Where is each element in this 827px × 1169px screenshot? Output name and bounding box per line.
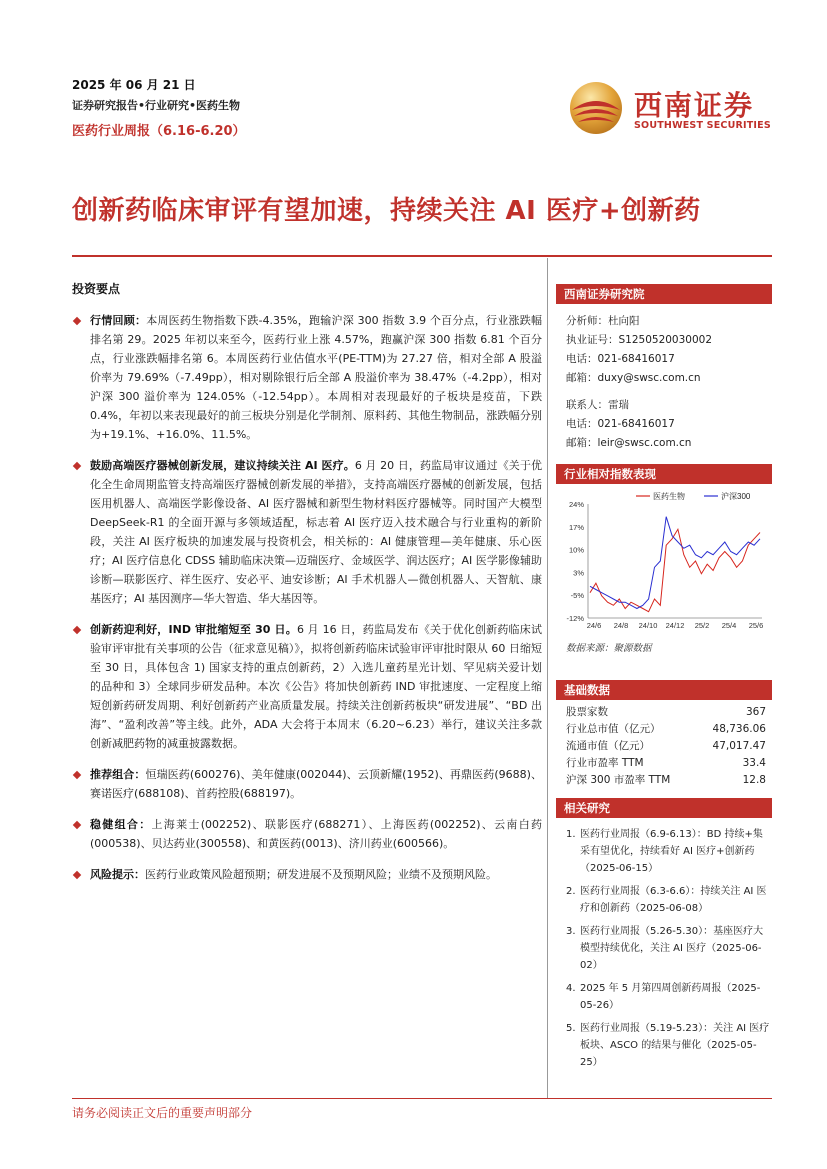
related-num: 2.: [566, 886, 576, 897]
analyst-cert: 执业证号：S1250520030002: [566, 334, 713, 346]
chart-series-line-1: [590, 529, 760, 611]
chart-x-tick-label: 24/12: [665, 621, 685, 630]
related-research-box: [556, 798, 772, 1077]
paragraph-text: 上海莱士(002252)、联影医疗(688271）、上海医药(002252)、云南白药(000538)、贝达药业(300558)、和黄医药(0013)、济川药业(600566)。: [90, 818, 542, 850]
chart-x-tick-label: 25/6: [748, 621, 764, 630]
paragraph-head: 推荐组合：: [90, 768, 146, 781]
chart-x-tick-label: 25/4: [721, 621, 737, 630]
basic-data-title: 基础数据: [556, 680, 772, 700]
contact-email[interactable]: 邮箱：leir@swsc.com.cn: [566, 437, 692, 449]
chart-y-tick-label: 17%: [568, 522, 584, 532]
analyst-email[interactable]: 邮箱：duxy@swsc.com.cn: [566, 372, 701, 384]
basic-data-box: [556, 680, 772, 789]
paragraph-stable-portfolio: [72, 815, 542, 853]
bullet-icon: [73, 462, 81, 470]
basic-row: [556, 704, 772, 721]
chart-x-tick-label: 24/8: [613, 621, 629, 630]
logo-en-text: SOUTHWEST SECURITIES: [634, 120, 771, 131]
chart-source: 数据来源：聚源数据: [566, 643, 652, 654]
related-num: 3.: [566, 926, 576, 937]
related-text: 医药行业周报（6.9-6.13）：BD 持续+集采有望优化，持续看好 AI 医疗+创新药（2025-06-15）: [580, 829, 763, 874]
related-text: 2025 年 5 月第四周创新药周报（2025-05-26）: [580, 983, 761, 1011]
basic-value: 47,017.47: [712, 740, 766, 752]
paragraph-text: 6 月 16 日，药监局发布《关于优化创新药临床试验审评审批有关事项的公告（征求意见稿）》，拟将创新药临床试验审评审批时限从 60 日缩短至 30 日，具体包含 1) 国家支持的重点创新药，2）入选儿童药星光计划、罕见病关爱计划的品种和 3）全球同步研发品种。本次《公告》将加快创新药 IND 审批速度、一定程度上缩短创新药研发周期、利好创新药产业高质量发展。持续关注创新药板块“研发进展”、“BD 出海”、“盈利改善”等主线。此外，ADA 大会将于本周末（6.20~6.23）举行，建议关注多款创新减肥药物的减重披露数据。: [90, 623, 542, 750]
footer-divider: [72, 1098, 772, 1099]
paragraph-head: 风险提示：: [90, 868, 145, 881]
paragraph-text: 本周医药生物指数下跌-4.35%，跑输沪深 300 指数 3.9 个百分点，行业涨跌幅排名第 29。2025 年初以来至今，医药行业上涨 4.57%，跑赢沪深 300 指数 6.81 个百分点，行业涨跌幅排名第 6。本周医药行业估值水平(PE-TTM)为 27.27 倍，相对全部 A 股溢价率为 79.69%（-7.49pp），相对剔除银行后全部 A 股溢价率为 38.47%（-4.2pp），相对沪深 300 溢价率为 124.05%（-12.54pp）。本周相对表现最好的子板块是疫苗，下跌 0.4%，年初以来表现最好的前三板块分别是化学制剂、原料药、其他生物制品，涨跌幅分别为+19.1%、+16.0%、11.5%。: [90, 314, 543, 441]
basic-key: 行业市盈率 TTM: [566, 757, 644, 769]
related-num: 5.: [566, 1023, 576, 1034]
analyst-phone: 电话：021-68416017: [566, 353, 675, 365]
paragraph-head: 稳健组合：: [90, 818, 152, 831]
paragraph-risk-warning: [72, 865, 542, 884]
analyst-name: 分析师：杜向阳: [566, 315, 640, 327]
title-divider: [72, 255, 772, 257]
related-research-title: 相关研究: [556, 798, 772, 818]
relative-index-chart-box: [556, 464, 772, 654]
paragraph-market-review: [72, 311, 542, 444]
paragraph-head: 鼓励高端医疗器械创新发展，建议持续关注 AI 医疗。: [90, 459, 355, 472]
basic-row: [556, 738, 772, 755]
related-text: 医药行业周报（5.26-5.30）：基座医疗大模型持续优化，关注 AI 医疗（2025-06-02）: [580, 926, 764, 971]
chart-x-tick-label: 24/10: [638, 621, 658, 630]
basic-key: 股票家数: [566, 706, 608, 718]
bullet-icon: [73, 821, 81, 829]
bullet-icon: [73, 626, 81, 634]
related-text: 医药行业周报（6.3-6.6）：持续关注 AI 医疗和创新药（2025-06-08）: [580, 886, 767, 914]
chart-y-tick-label: 10%: [568, 545, 584, 555]
paragraph-text: 医药行业政策风险超预期；研发进展不及预期风险；业绩不及预期风险。: [145, 868, 497, 881]
report-date: 2025 年 06 月 21 日: [72, 78, 196, 92]
chart-y-tick-label: -5%: [570, 591, 584, 601]
chart-x-tick-label: 24/6: [586, 621, 602, 630]
column-divider: [547, 258, 548, 1098]
chart-y-tick-label: 3%: [573, 568, 584, 578]
basic-key: 行业总市值（亿元）: [566, 723, 661, 735]
institute-title: 西南证券研究院: [556, 284, 772, 304]
report-type: 证券研究报告•行业研究•医药生物: [72, 99, 241, 112]
contact-name: 联系人：雷瑞: [566, 399, 629, 411]
bullet-icon: [73, 871, 81, 879]
paragraph-medical-devices: [72, 456, 542, 608]
paragraph-head: 行情回顾：: [90, 314, 147, 327]
chart-y-tick-label: 24%: [568, 500, 584, 509]
related-num: 1.: [566, 829, 576, 840]
related-item[interactable]: [556, 980, 772, 1014]
related-item[interactable]: [556, 826, 772, 877]
contact-phone: 电话：021-68416017: [566, 418, 675, 430]
chart-legend-label: 沪深300: [721, 492, 751, 501]
related-item[interactable]: [556, 1020, 772, 1071]
related-num: 4.: [566, 983, 576, 994]
basic-key: 沪深 300 市盈率 TTM: [566, 774, 671, 786]
chart-title: 行业相对指数表现: [556, 464, 772, 484]
logo-emblem-icon: [566, 80, 626, 136]
investment-highlights: [72, 280, 542, 896]
main-title: 创新药临床审评有望加速，持续关注 AI 医疗+创新药: [72, 196, 701, 226]
chart-legend-label: 医药生物: [653, 492, 685, 501]
basic-value: 367: [745, 706, 766, 718]
related-text: 医药行业周报（5.19-5.23）：关注 AI 医疗板块、ASCO 的结果与催化（2025-05-25）: [580, 1023, 770, 1068]
chart-series-line-2: [590, 517, 760, 609]
company-logo: [566, 80, 776, 136]
chart-y-tick-label: -12%: [566, 614, 584, 623]
basic-value: 12.8: [742, 774, 766, 786]
bullet-icon: [73, 317, 81, 325]
paragraph-recommended-portfolio: [72, 765, 542, 803]
logo-cn-text: 西南证券: [634, 89, 755, 122]
basic-row: [556, 721, 772, 738]
basic-key: 流通市值（亿元）: [566, 740, 650, 752]
basic-value: 33.4: [742, 757, 766, 769]
basic-value: 48,736.06: [712, 723, 766, 735]
relative-index-chart: [556, 490, 772, 640]
bullet-icon: [73, 771, 81, 779]
report-series-title: 医药行业周报（6.16-6.20）: [72, 124, 246, 139]
related-item[interactable]: [556, 923, 772, 974]
basic-row: [556, 772, 772, 789]
paragraph-head: 创新药迎利好，IND 审批缩短至 30 日。: [90, 623, 297, 636]
chart-x-tick-label: 25/2: [694, 621, 710, 630]
institute-box: [556, 284, 772, 453]
basic-row: [556, 755, 772, 772]
related-item[interactable]: [556, 883, 772, 917]
section-title: 投资要点: [72, 282, 121, 296]
paragraph-text: 6 月 20 日，药监局审议通过《关于优化全生命周期监管支持高端医疗器械创新发展的举措》，支持高端医疗器械的创新发展，包括医用机器人、高端医学影像设备、AI 医疗器械和新型生物材料医疗器械等。同时国产大模型 DeepSeek-R1 的全面开源与多领域适配，标志着 AI 医疗迈入技术融合与行业重构的新阶段，关注 AI 医疗板块的加速发展与投资机会，相关标的：AI 健康管理—美年健康、乐心医疗；AI 医疗信息化 CDSS 辅助临床决策—迈瑞医疗、金域医学、润达医疗；AI 医学影像辅助诊断—联影医疗、祥生医疗、安必平、迪安诊断；AI 手术机器人—微创机器人、天智航、康基医疗；AI 基因测序—华大智造、华大基因等。: [90, 459, 543, 605]
paragraph-innovative-drugs: [72, 620, 542, 753]
footer-disclaimer: 请务必阅读正文后的重要声明部分: [72, 1106, 253, 1120]
paragraph-text: 恒瑞医药(600276)、美年健康(002044)、云顶新耀(1952)、再鼎医药(9688)、赛诺医疗(688108)、首药控股(688197)。: [90, 768, 542, 800]
